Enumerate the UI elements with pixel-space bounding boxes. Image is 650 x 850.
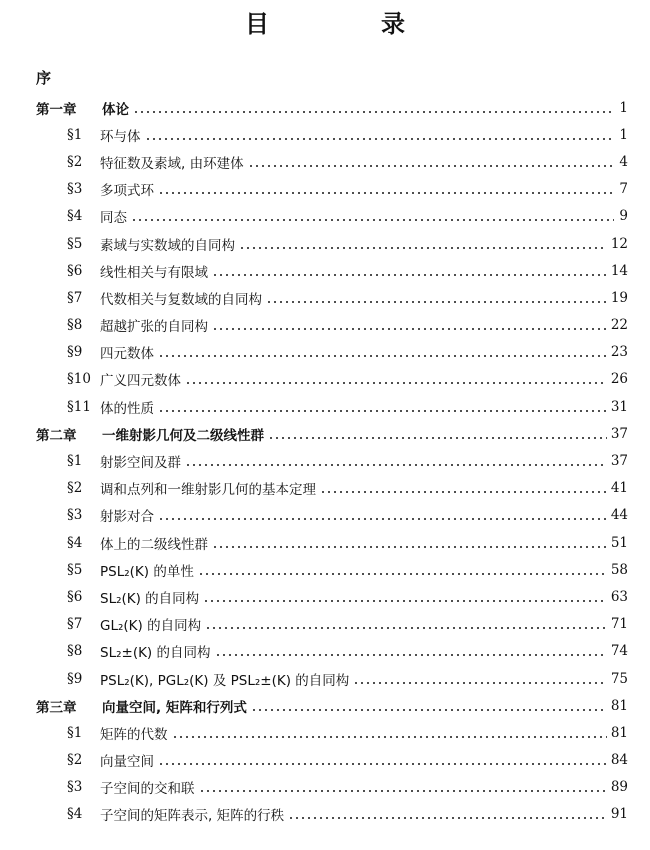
section-number: §1 <box>67 724 83 741</box>
page-number: 19 <box>610 289 628 306</box>
section-title: 向量空间 <box>100 754 154 771</box>
section-number: §2 <box>67 480 83 497</box>
section-title: 广义四元数体 <box>100 373 181 390</box>
section-title: 超越扩张的自同构 <box>100 319 208 336</box>
page-number: 84 <box>610 752 628 769</box>
toc-section-entry <box>0 502 650 529</box>
section-number: §7 <box>67 289 83 306</box>
dot-leader <box>353 682 607 684</box>
dot-leader <box>158 518 607 520</box>
section-number: §5 <box>67 561 83 578</box>
section-number: §6 <box>67 588 83 605</box>
page-number: 22 <box>610 317 628 334</box>
chapter-number: 第三章 <box>36 699 77 716</box>
chapter-title: 一维射影几何及二级线性群 <box>102 427 264 444</box>
toc-section-entry <box>0 366 650 393</box>
dot-leader <box>212 328 607 330</box>
toc-section-entry <box>0 230 650 257</box>
toc-chapter-entry <box>0 692 650 719</box>
section-title: SL₂±(K) 的自同构 <box>100 645 211 662</box>
dot-leader <box>172 736 607 738</box>
section-title: 多项式环 <box>100 183 154 200</box>
section-title: 射影空间及群 <box>100 455 181 472</box>
toc-chapter-entry <box>0 420 650 447</box>
toc-section-entry <box>0 148 650 175</box>
section-title: 素域与实数域的自同构 <box>100 237 235 254</box>
section-number: §9 <box>67 670 83 687</box>
table-of-contents <box>0 94 650 828</box>
section-title: 调和点列和一维射影几何的基本定理 <box>100 482 316 499</box>
toc-section-entry <box>0 747 650 774</box>
toc-section-entry <box>0 203 650 230</box>
dot-leader <box>158 763 607 765</box>
dot-leader <box>212 546 607 548</box>
dot-leader <box>158 355 607 357</box>
section-number: §4 <box>67 208 83 225</box>
toc-section-entry <box>0 556 650 583</box>
toc-section-entry <box>0 475 650 502</box>
toc-section-entry <box>0 529 650 556</box>
dot-leader <box>203 600 607 602</box>
page-number: 14 <box>610 262 628 279</box>
page-number: 63 <box>610 588 628 605</box>
toc-section-entry <box>0 176 650 203</box>
dot-leader <box>133 111 614 113</box>
page-number: 51 <box>610 534 628 551</box>
dot-leader <box>268 437 607 439</box>
page-number: 23 <box>610 344 628 361</box>
page-number: 1 <box>619 99 628 116</box>
section-title: SL₂(K) 的自同构 <box>100 590 200 607</box>
toc-section-entry <box>0 801 650 828</box>
section-number: §4 <box>67 534 83 551</box>
section-title: 体上的二级线性群 <box>100 536 208 553</box>
section-title: 同态 <box>100 210 127 227</box>
toc-section-entry <box>0 447 650 474</box>
section-number: §9 <box>67 344 83 361</box>
section-title: 子空间的矩阵表示, 矩阵的行秩 <box>100 808 285 825</box>
toc-section-entry <box>0 774 650 801</box>
dot-leader <box>185 382 607 384</box>
section-title: 射影对合 <box>100 509 154 526</box>
page-number: 71 <box>610 616 628 633</box>
toc-chapter-entry <box>0 94 650 121</box>
page-number: 41 <box>610 480 628 497</box>
section-title: 代数相关与复数域的自同构 <box>100 291 262 308</box>
page-number: 1 <box>619 126 628 143</box>
dot-leader <box>158 410 607 412</box>
section-title: 体的性质 <box>100 400 154 417</box>
page-number: 81 <box>610 724 628 741</box>
dot-leader <box>145 138 615 140</box>
dot-leader <box>205 627 607 629</box>
section-title: 矩阵的代数 <box>100 726 168 743</box>
page-number: 74 <box>610 643 628 660</box>
page-number: 44 <box>610 507 628 524</box>
dot-leader <box>198 573 607 575</box>
toc-section-entry <box>0 719 650 746</box>
section-number: §3 <box>67 779 83 796</box>
page-number: 12 <box>610 235 628 252</box>
dot-leader <box>239 247 607 249</box>
toc-section-entry <box>0 257 650 284</box>
toc-section-entry <box>0 284 650 311</box>
section-number: §8 <box>67 317 83 334</box>
page-number: 9 <box>619 208 628 225</box>
toc-section-entry <box>0 312 650 339</box>
section-title: 四元数体 <box>100 346 154 363</box>
chapter-title: 向量空间, 矩阵和行列式 <box>102 699 247 716</box>
dot-leader <box>131 219 614 221</box>
page-number: 26 <box>610 371 628 388</box>
dot-leader <box>266 301 607 303</box>
toc-section-entry <box>0 638 650 665</box>
toc-section-entry <box>0 393 650 420</box>
section-title: PSL₂(K), PGL₂(K) 及 PSL₂±(K) 的自同构 <box>100 672 350 689</box>
section-number: §1 <box>67 453 83 470</box>
section-number: §3 <box>67 507 83 524</box>
dot-leader <box>248 165 614 167</box>
page-title: 目 录 <box>245 10 449 38</box>
page-number: 89 <box>610 779 628 796</box>
chapter-number: 第二章 <box>36 427 77 444</box>
page-number: 37 <box>610 453 628 470</box>
page-number: 81 <box>610 697 628 714</box>
chapter-title: 体论 <box>102 101 129 118</box>
page-number: 75 <box>610 670 628 687</box>
section-title: 特征数及素域, 由环建体 <box>100 155 244 172</box>
page-number: 4 <box>619 153 628 170</box>
section-number: §8 <box>67 643 83 660</box>
page-number: 58 <box>610 561 628 578</box>
dot-leader <box>320 491 607 493</box>
dot-leader <box>212 274 607 276</box>
section-number: §4 <box>67 806 83 823</box>
section-title: PSL₂(K) 的单性 <box>100 563 194 580</box>
page-number: 91 <box>610 806 628 823</box>
dot-leader <box>215 654 607 656</box>
dot-leader <box>288 817 607 819</box>
toc-section-entry <box>0 611 650 638</box>
chapter-number: 第一章 <box>36 101 77 118</box>
section-title: 子空间的交和联 <box>100 781 195 798</box>
toc-section-entry <box>0 583 650 610</box>
section-number: §6 <box>67 262 83 279</box>
preface-heading: 序 <box>36 69 52 87</box>
section-number: §5 <box>67 235 83 252</box>
section-number: §2 <box>67 752 83 769</box>
toc-section-entry <box>0 339 650 366</box>
section-number: §3 <box>67 181 83 198</box>
section-title: GL₂(K) 的自同构 <box>100 618 202 635</box>
toc-section-entry <box>0 665 650 692</box>
section-title: 线性相关与有限域 <box>100 264 208 281</box>
dot-leader <box>199 790 607 792</box>
dot-leader <box>251 709 607 711</box>
dot-leader <box>185 464 607 466</box>
page-number: 7 <box>619 181 628 198</box>
section-title: 环与体 <box>100 128 141 145</box>
page-number: 37 <box>610 425 628 442</box>
section-number: §2 <box>67 153 83 170</box>
section-number: §11 <box>67 398 91 415</box>
page-number: 31 <box>610 398 628 415</box>
section-number: §1 <box>67 126 83 143</box>
toc-section-entry <box>0 121 650 148</box>
section-number: §7 <box>67 616 83 633</box>
section-number: §10 <box>67 371 91 388</box>
dot-leader <box>158 192 614 194</box>
